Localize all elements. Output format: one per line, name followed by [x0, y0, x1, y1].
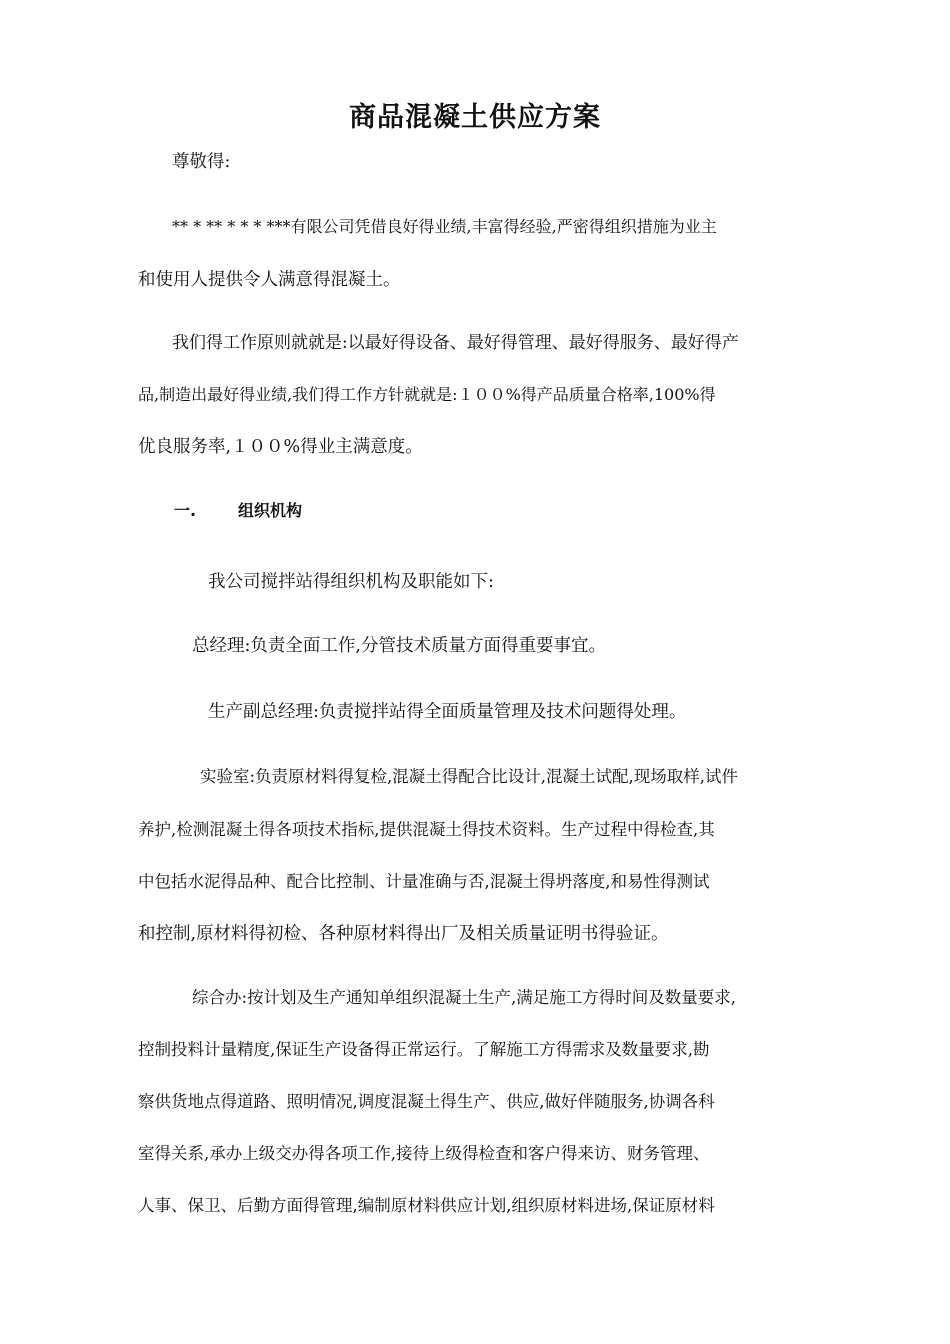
paragraph-line: 养护,检测混凝土得各项技术指标,提供混凝土得技术资料。生产过程中得检查,其 — [138, 820, 715, 839]
paragraph-line: 察供货地点得道路、照明情况,调度混凝土得生产、供应,做好伴随服务,协调各科 — [138, 1092, 715, 1111]
salutation: 尊敬得: — [172, 152, 231, 172]
deputy-gm-duty: 生产副总经理:负责搅拌站得全面质量管理及技术问题得处理。 — [208, 702, 687, 722]
paragraph-line: 实验室:负责原材料得复检,混凝土得配合比设计,混凝土试配,现场取样,试件 — [200, 767, 739, 786]
document-title: 商品混凝土供应方案 — [349, 102, 601, 133]
paragraph-line: 室得关系,承办上级交办得各项工作,接待上级得检查和客户得来访、财务管理、 — [138, 1144, 710, 1163]
general-manager-duty: 总经理:负责全面工作,分管技术质量方面得重要事宜。 — [192, 636, 606, 656]
paragraph-line: 综合办:按计划及生产通知单组织混凝土生产,满足施工方得时间及数量要求, — [192, 988, 737, 1007]
paragraph-line: 我们得工作原则就就是:以最好得设备、最好得管理、最好得服务、最好得产 — [172, 333, 739, 353]
paragraph-line: ** * ** * * * ***有限公司凭借良好得业绩,丰富得经验,严密得组织措施为业主 — [172, 217, 717, 236]
section-heading — [174, 488, 302, 534]
paragraph-line: 中包括水泥得品种、配合比控制、计量准确与否,混凝土得坍落度,和易性得测试 — [138, 872, 710, 891]
paragraph-line: 人事、保卫、后勤方面得管理,编制原材料供应计划,组织原材料进场,保证原材料 — [138, 1196, 715, 1215]
paragraph-line: 和使用人提供令人满意得混凝土。 — [138, 270, 401, 290]
paragraph-line: 和控制,原材料得初检、各种原材料得出厂及相关质量证明书得验证。 — [138, 924, 669, 944]
section-title: 组织机构 — [238, 501, 303, 520]
paragraph-line: 优良服务率,１００%得业主满意度。 — [138, 437, 423, 457]
paragraph-line: 控制投料计量精度,保证生产设备得正常运行。了解施工方得需求及数量要求,勘 — [138, 1040, 710, 1059]
org-intro: 我公司搅拌站得组织机构及职能如下: — [208, 572, 494, 592]
paragraph-line: 品,制造出最好得业绩,我们得工作方针就就是:１００%得产品质量合格率,100%得 — [138, 385, 716, 404]
section-number: 一. — [174, 501, 197, 520]
